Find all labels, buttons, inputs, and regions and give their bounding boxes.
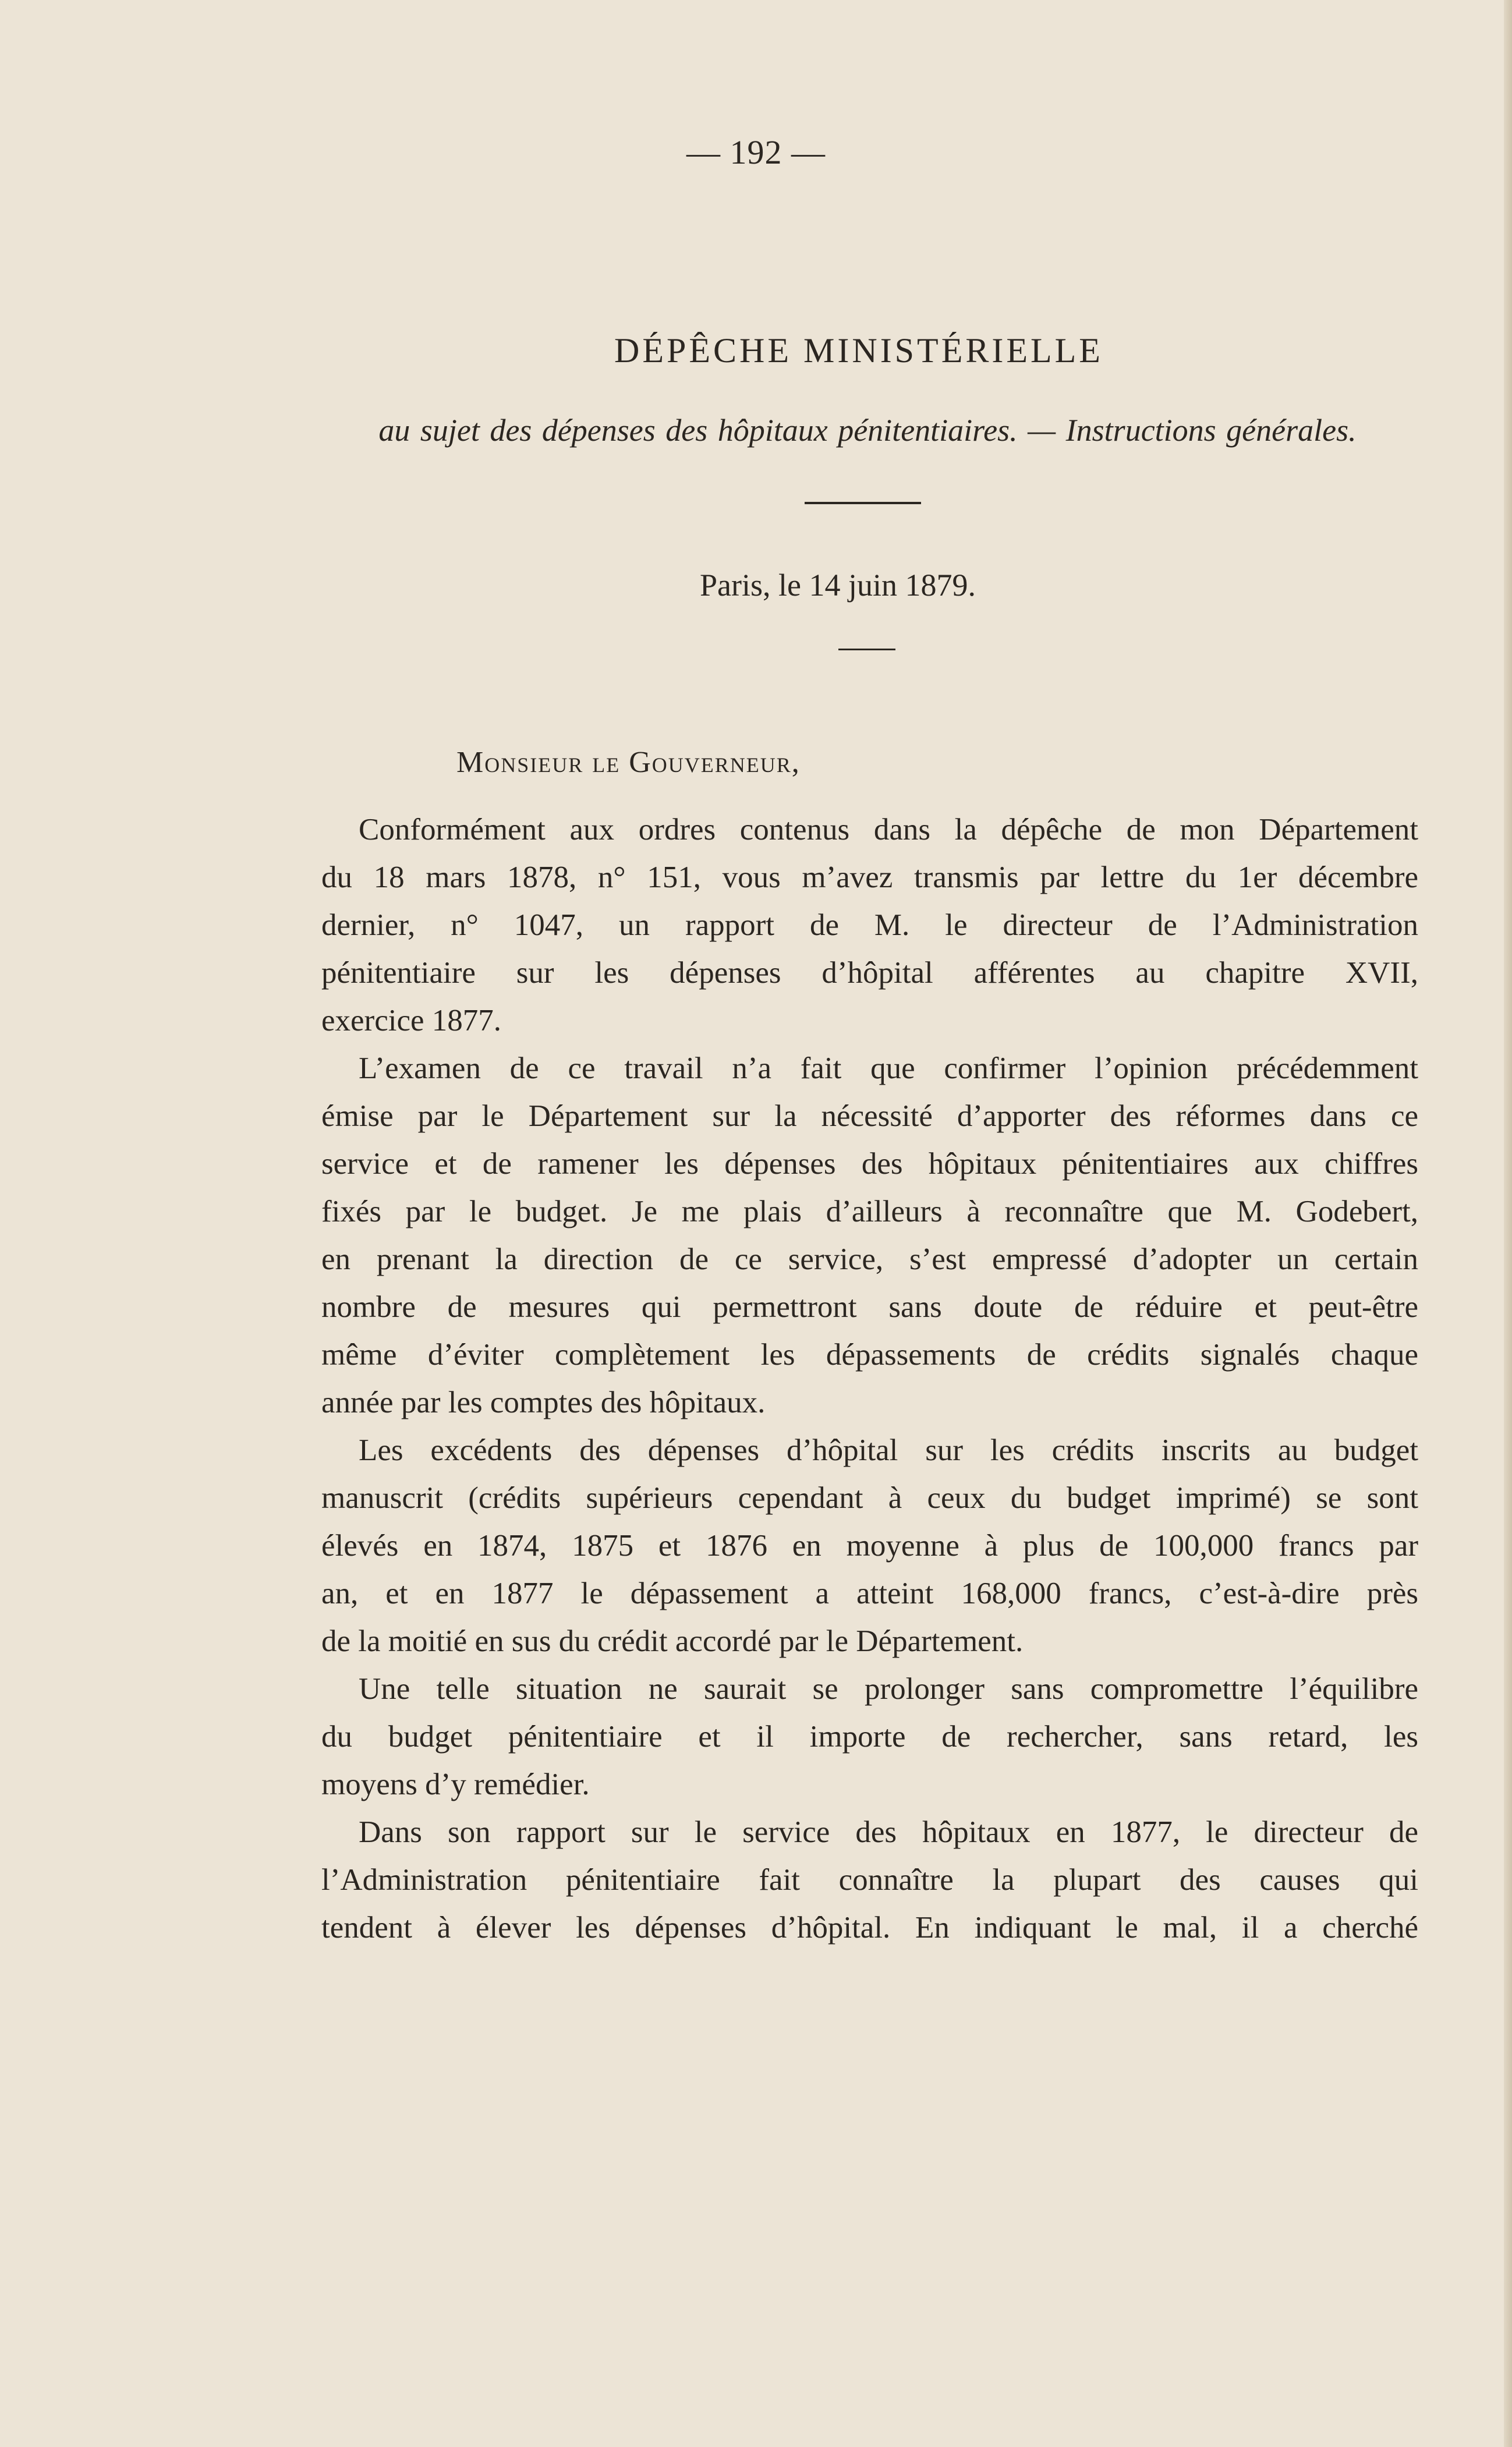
date-divider [838,649,895,650]
text-line: nombre de mesures qui permettront sans doute de réduire et peut-être [321,1290,1418,1324]
text-line: service et de ramener les dépenses des hôpitaux pénitentiaires aux chiffres [321,1147,1418,1181]
title-divider [805,502,921,504]
text-line: dernier, n° 1047, un rapport de M. le directeur de l’Administration [321,908,1418,942]
text-line: exercice 1877. [321,1004,501,1037]
text-line: du budget pénitentiaire et il importe de rechercher, sans retard, les [321,1720,1418,1754]
text-line: Conformément aux ordres contenus dans la dépêche de mon Département [359,813,1418,847]
text-line: tendent à élever les dépenses d’hôpital. En indiquant le mal, il a cherché [321,1911,1418,1945]
text-line: fixés par le budget. Je me plais d’ailleurs à reconnaître que M. Godebert, [321,1195,1418,1228]
text-line: moyens d’y remédier. [321,1768,590,1801]
text-line: du 18 mars 1878, n° 151, vous m’avez transmis par lettre du 1er décembre [321,860,1418,894]
document-title: DÉPÊCHE MINISTÉRIELLE [614,331,1103,370]
letter-body [321,806,1418,1952]
text-line: même d’éviter complètement les dépassements de crédits signalés chaque [321,1338,1418,1372]
text-line: de la moitié en sus du crédit accordé par le Département. [321,1624,1024,1658]
text-line: Dans son rapport sur le service des hôpitaux en 1877, le directeur de [359,1815,1418,1849]
text-line: Une telle situation ne saurait se prolonger sans compromettre l’équilibre [359,1672,1418,1706]
dateline: Paris, le 14 juin 1879. [700,568,976,603]
salutation: Monsieur le Gouverneur, [456,746,801,779]
text-line: Les excédents des dépenses d’hôpital sur les crédits inscrits au budget [359,1433,1418,1467]
page-number: — 192 — [686,133,826,171]
text-line: l’Administration pénitentiaire fait connaître la plupart des causes qui [321,1863,1418,1897]
text-line: en prenant la direction de ce service, s’est empressé d’adopter un certain [321,1242,1418,1276]
text-line: an, et en 1877 le dépassement a atteint 168,000 francs, c’est-à-dire près [321,1577,1418,1610]
text-line: élevés en 1874, 1875 et 1876 en moyenne à plus de 100,000 francs par [321,1529,1418,1563]
text-line: pénitentiaire sur les dépenses d’hôpital afférentes au chapitre XVII, [321,956,1418,990]
text-line: manuscrit (crédits supérieurs cependant à ceux du budget imprimé) se sont [321,1481,1418,1515]
text-line: L’examen de ce travail n’a fait que confirmer l’opinion précédemment [359,1051,1418,1085]
text-line: année par les comptes des hôpitaux. [321,1386,766,1419]
text-line: émise par le Département sur la nécessité d’apporter des réformes dans ce [321,1099,1418,1133]
document-subtitle: au sujet des dépenses des hôpitaux pénitentiaires. — Instructions générales. [378,413,1357,448]
